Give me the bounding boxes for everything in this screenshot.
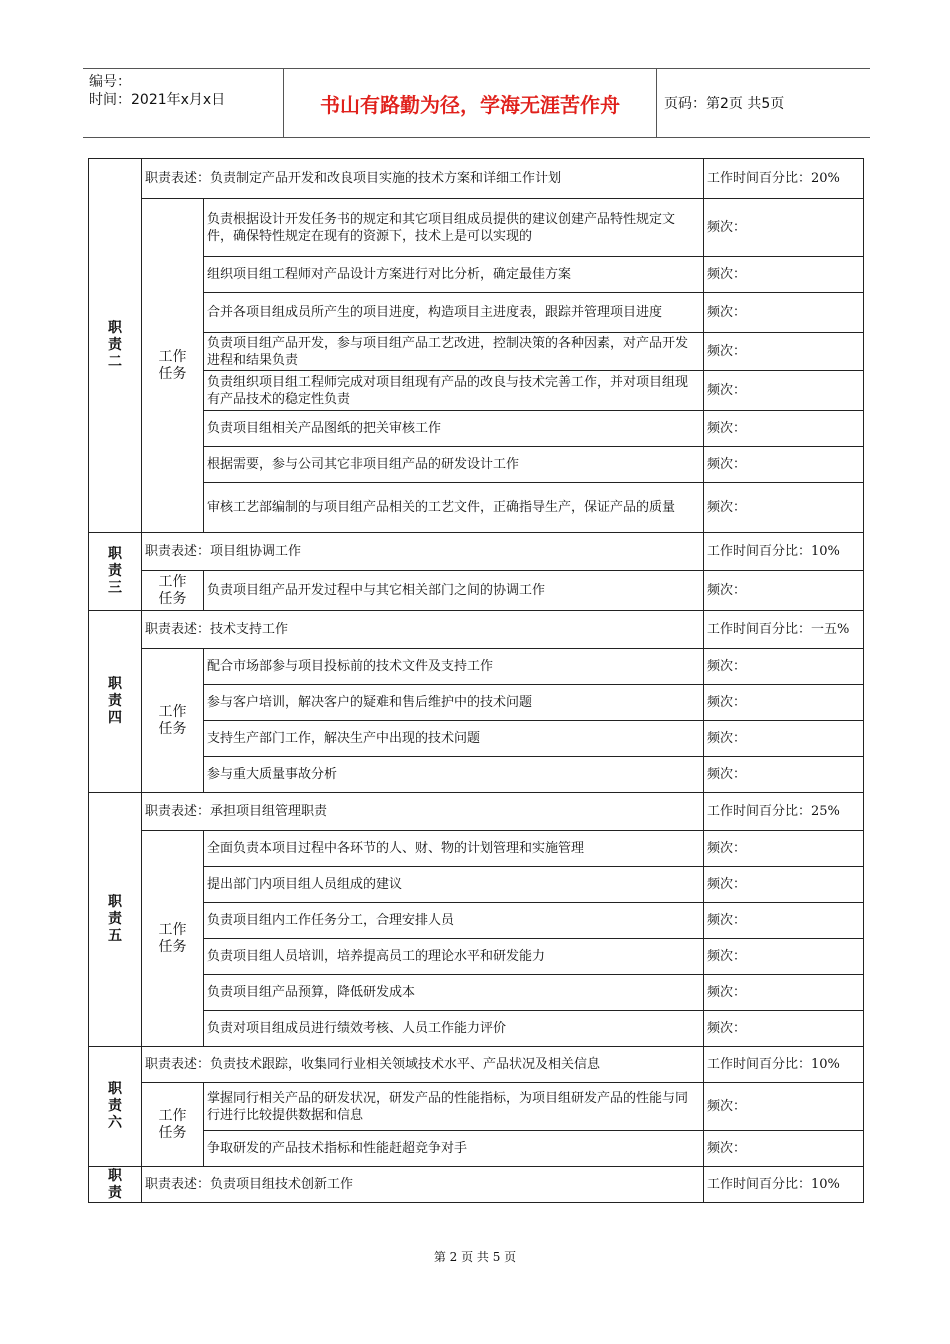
task-row (89, 371, 864, 411)
duty-description: 职责表述：技术支持工作 (142, 611, 704, 649)
task-description: 参与客户培训，解决客户的疑难和售后维护中的技术问题 (204, 685, 704, 721)
work-task-label-text: 工作任务 (158, 703, 187, 737)
task-description: 负责项目组产品预算，降低研发成本 (204, 975, 704, 1011)
duty-description: 职责表述：负责项目组技术创新工作 (142, 1167, 704, 1203)
task-frequency: 频次： (704, 721, 864, 757)
task-frequency: 频次： (704, 333, 864, 371)
duty-title (89, 159, 142, 533)
task-frequency: 频次： (704, 1131, 864, 1167)
duty-description: 职责表述：承担项目组管理职责 (142, 793, 704, 831)
task-row (89, 649, 864, 685)
duty-description: 职责表述：负责技术跟踪，收集同行业相关领域技术水平、产品状况及相关信息 (142, 1047, 704, 1083)
task-row (89, 867, 864, 903)
task-frequency: 频次： (704, 939, 864, 975)
task-description: 审核工艺部编制的与项目组产品相关的工艺文件，正确指导生产，保证产品的质量 (204, 483, 704, 533)
document-date: 时间：2021年x月x日 (89, 92, 226, 108)
task-frequency: 频次： (704, 571, 864, 611)
task-description: 掌握同行相关产品的研发状况，研发产品的性能指标，为项目组研发产品的性能与同行进行比较提供数据和信息 (204, 1083, 704, 1131)
task-row (89, 571, 864, 611)
document-number: 编号： (89, 74, 131, 90)
task-description: 争取研发的产品技术指标和性能赶超竞争对手 (204, 1131, 704, 1167)
duty-title (89, 1167, 142, 1203)
duty-title-text: 职责六 (108, 1081, 122, 1131)
task-row (89, 975, 864, 1011)
duty-description-row (89, 793, 864, 831)
task-frequency: 频次： (704, 975, 864, 1011)
task-frequency: 频次： (704, 199, 864, 257)
task-description: 负责项目组内工作任务分工，合理安排人员 (204, 903, 704, 939)
task-frequency: 频次： (704, 257, 864, 293)
task-frequency: 频次： (704, 867, 864, 903)
work-time-percentage: 工作时间百分比：10% (704, 1047, 864, 1083)
duty-title-text: 职责四 (108, 676, 122, 726)
task-description: 组织项目组工程师对产品设计方案进行对比分析，确定最佳方案 (204, 257, 704, 293)
work-task-label-text: 工作任务 (158, 348, 187, 382)
task-description: 负责项目组相关产品图纸的把关审核工作 (204, 411, 704, 447)
work-task-label (142, 1083, 204, 1167)
duty-title-text: 职责二 (108, 320, 122, 370)
page-indicator: 页码：第2页 共5页 (664, 96, 785, 112)
task-frequency: 频次： (704, 483, 864, 533)
task-row (89, 721, 864, 757)
duty-title-text: 职责三 (108, 546, 122, 596)
task-description: 负责根据设计开发任务书的规定和其它项目组成员提供的建议创建产品特性规定文件，确保特性规定在现有的资源下，技术上是可以实现的 (204, 199, 704, 257)
task-frequency: 频次： (704, 757, 864, 793)
task-row (89, 411, 864, 447)
duty-description-row (89, 1047, 864, 1083)
task-description: 负责项目组人员培训，培养提高员工的理论水平和研发能力 (204, 939, 704, 975)
page-header (83, 68, 870, 138)
work-task-label (142, 649, 204, 793)
duty-title-text: 职责 (108, 1167, 122, 1201)
header-motto: 书山有路勤为径，学海无涯苦作舟 (283, 69, 657, 137)
duty-description-row (89, 533, 864, 571)
duties-table (88, 158, 864, 1203)
work-time-percentage: 工作时间百分比：一五% (704, 611, 864, 649)
task-frequency: 频次： (704, 685, 864, 721)
task-description: 支持生产部门工作，解决生产中出现的技术问题 (204, 721, 704, 757)
task-frequency: 频次： (704, 831, 864, 867)
work-task-label-text: 工作任务 (158, 573, 187, 607)
task-row (89, 257, 864, 293)
task-description: 配合市场部参与项目投标前的技术文件及支持工作 (204, 649, 704, 685)
task-row (89, 685, 864, 721)
duty-description-row (89, 1167, 864, 1203)
duty-title (89, 611, 142, 793)
duty-title (89, 533, 142, 611)
work-time-percentage: 工作时间百分比：20% (704, 159, 864, 199)
task-description: 参与重大质量事故分析 (204, 757, 704, 793)
task-row (89, 831, 864, 867)
work-time-percentage: 工作时间百分比：25% (704, 793, 864, 831)
task-description: 根据需要，参与公司其它非项目组产品的研发设计工作 (204, 447, 704, 483)
task-row (89, 1131, 864, 1167)
duty-description: 职责表述：项目组协调工作 (142, 533, 704, 571)
duty-title (89, 793, 142, 1047)
duty-description: 职责表述：负责制定产品开发和改良项目实施的技术方案和详细工作计划 (142, 159, 704, 199)
work-time-percentage: 工作时间百分比：10% (704, 1167, 864, 1203)
header-meta (83, 69, 283, 137)
task-row (89, 1011, 864, 1047)
work-task-label (142, 199, 204, 533)
task-frequency: 频次： (704, 903, 864, 939)
work-task-label (142, 831, 204, 1047)
task-frequency: 频次： (704, 1011, 864, 1047)
task-description: 负责对项目组成员进行绩效考核、人员工作能力评价 (204, 1011, 704, 1047)
work-task-label (142, 571, 204, 611)
task-description: 全面负责本项目过程中各环节的人、财、物的计划管理和实施管理 (204, 831, 704, 867)
task-frequency: 频次： (704, 371, 864, 411)
task-frequency: 频次： (704, 447, 864, 483)
task-row (89, 293, 864, 333)
work-time-percentage: 工作时间百分比：10% (704, 533, 864, 571)
task-frequency: 频次： (704, 411, 864, 447)
task-row (89, 757, 864, 793)
task-description: 提出部门内项目组人员组成的建议 (204, 867, 704, 903)
task-row (89, 1083, 864, 1131)
task-description: 负责项目组产品开发过程中与其它相关部门之间的协调工作 (204, 571, 704, 611)
task-row (89, 333, 864, 371)
task-row (89, 903, 864, 939)
work-task-label-text: 工作任务 (158, 921, 187, 955)
work-task-label-text: 工作任务 (158, 1107, 187, 1141)
duty-title (89, 1047, 142, 1167)
duty-description-row (89, 159, 864, 199)
task-row (89, 483, 864, 533)
task-description: 负责组织项目组工程师完成对项目组现有产品的改良与技术完善工作，并对项目组现有产品技术的稳定性负责 (204, 371, 704, 411)
duty-title-text: 职责五 (108, 894, 122, 944)
task-frequency: 频次： (704, 1083, 864, 1131)
task-frequency: 频次： (704, 649, 864, 685)
task-row (89, 447, 864, 483)
task-description: 负责项目组产品开发，参与项目组产品工艺改进，控制决策的各种因素，对产品开发进程和结果负责 (204, 333, 704, 371)
task-row (89, 199, 864, 257)
duty-description-row (89, 611, 864, 649)
page-footer: 第 2 页 共 5 页 (433, 1250, 517, 1264)
task-frequency: 频次： (704, 293, 864, 333)
task-description: 合并各项目组成员所产生的项目进度，构造项目主进度表，跟踪并管理项目进度 (204, 293, 704, 333)
task-row (89, 939, 864, 975)
